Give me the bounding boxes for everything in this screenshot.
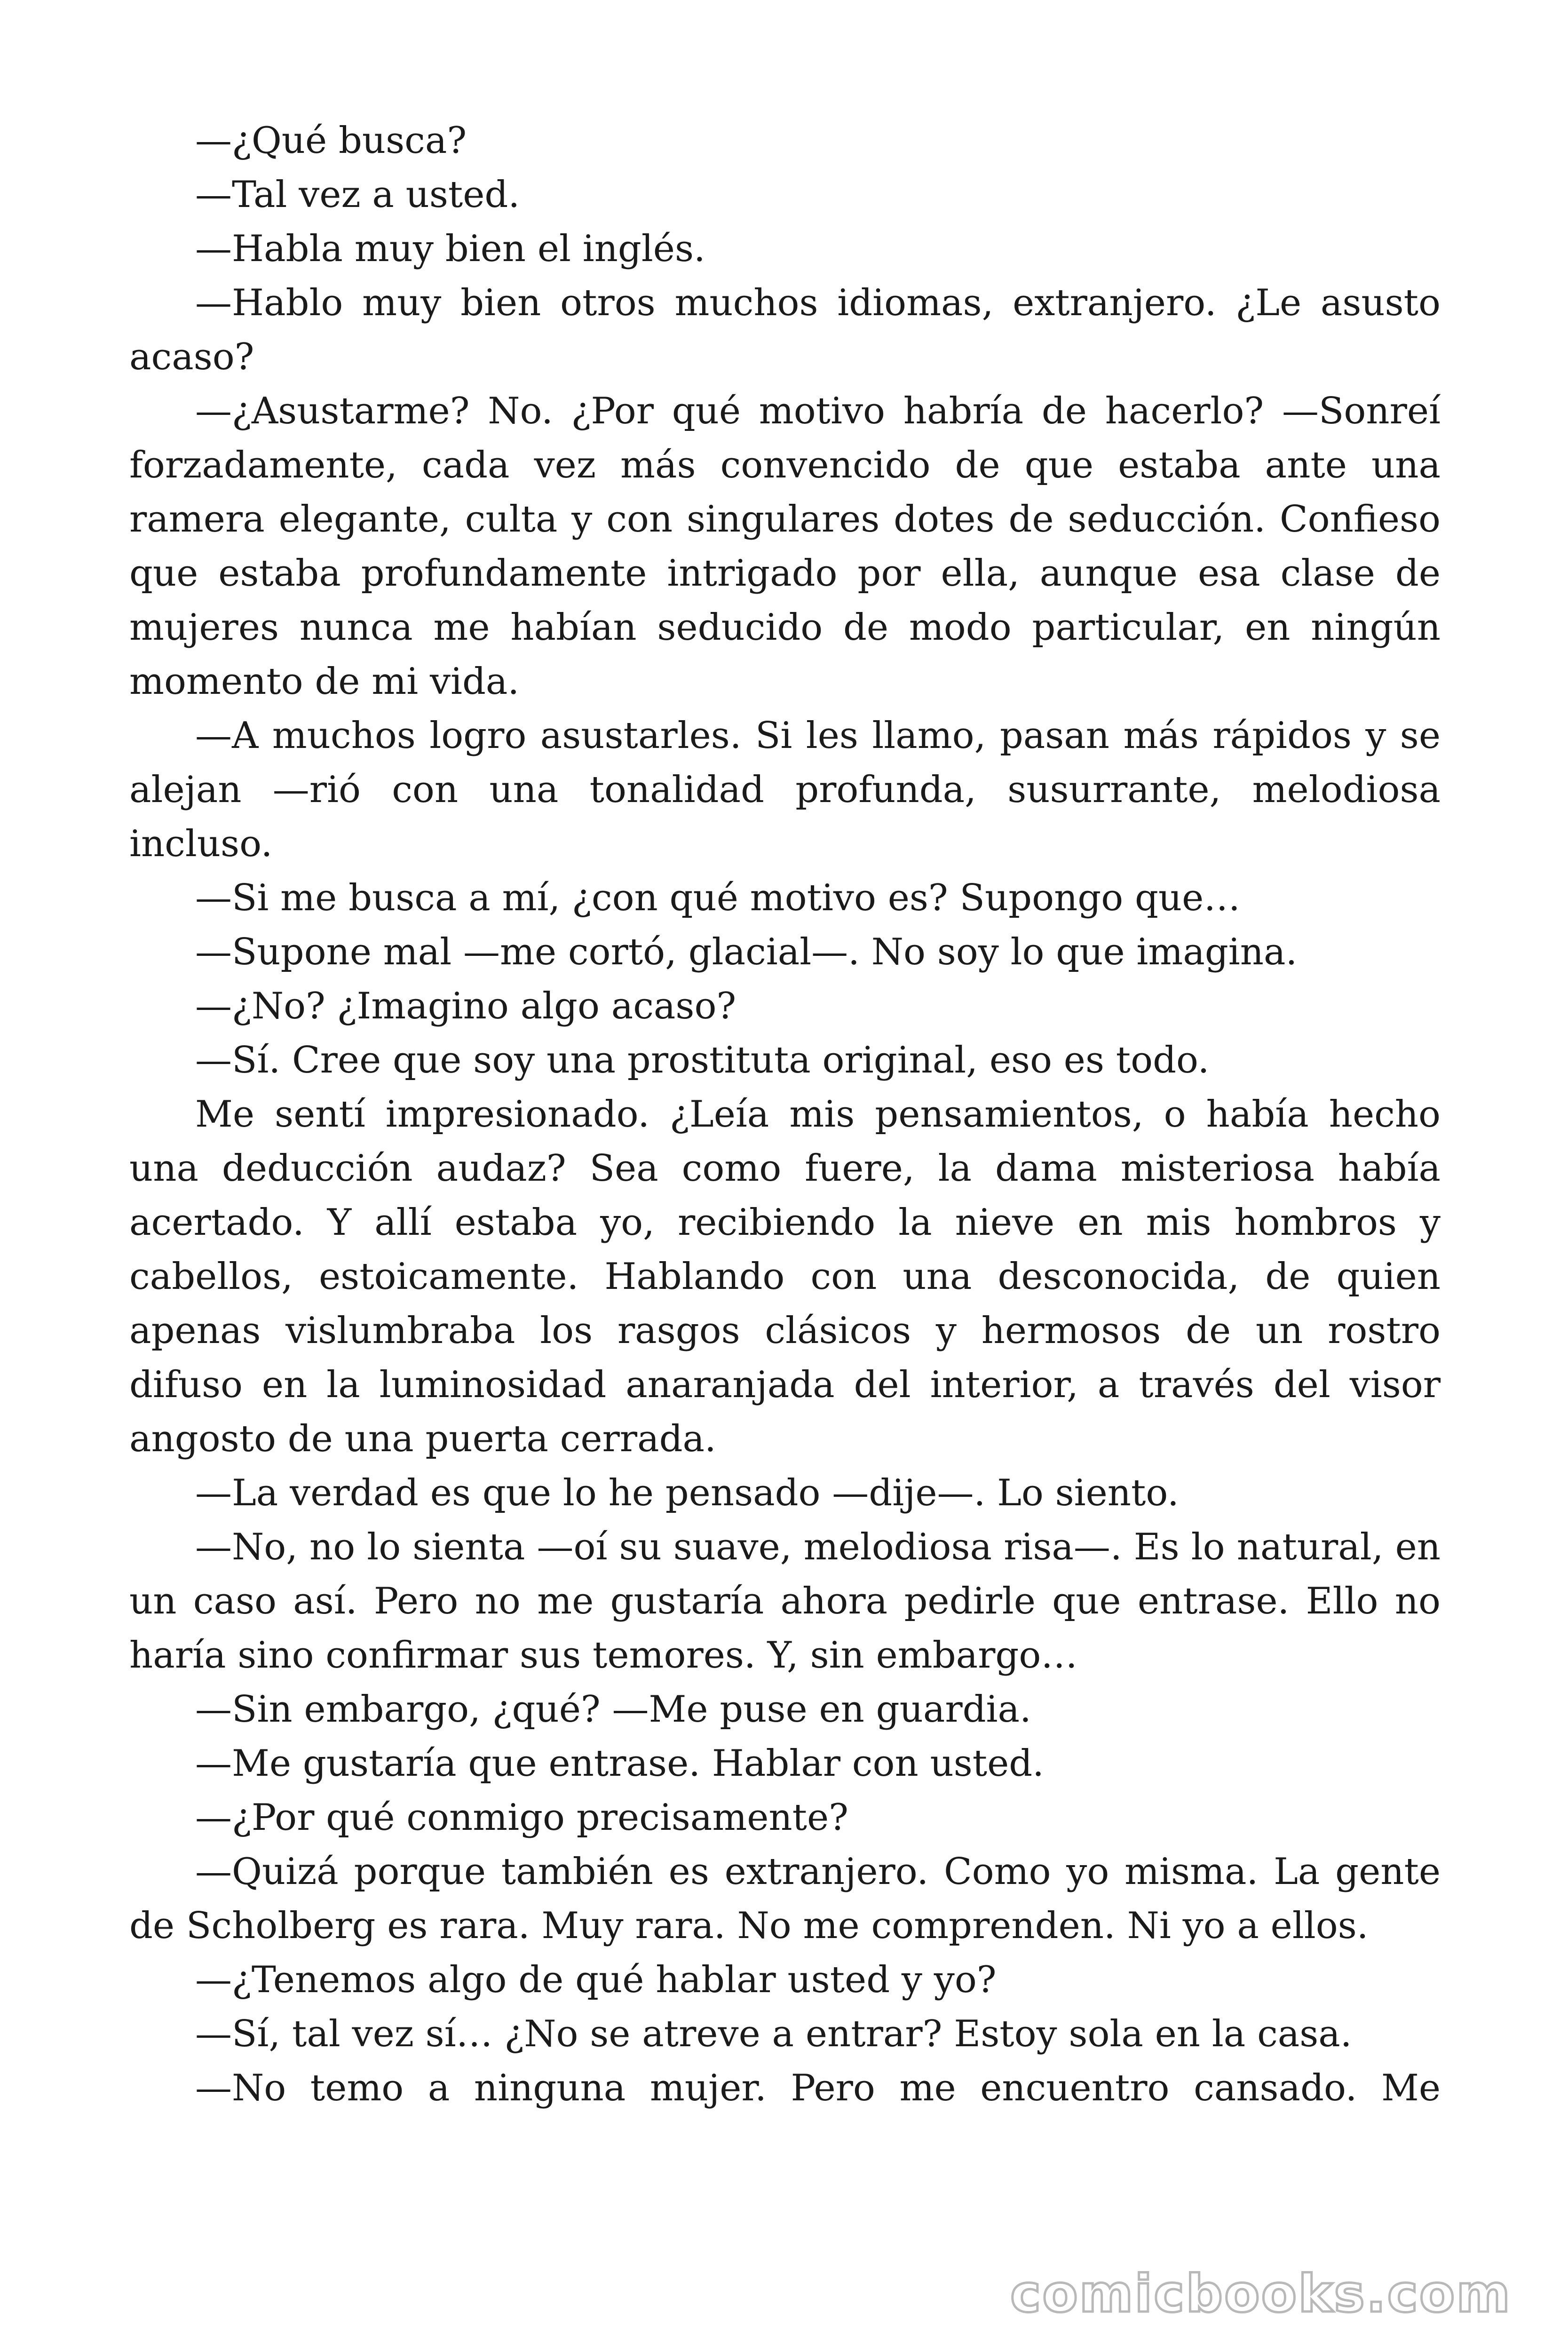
paragraph-5: —¿Asustarme? No. ¿Por qué motivo habría de hacerlo? —Sonreí forzadamente, cada vez más convencido de que estaba ante una ramera elegante, culta y con singulares dotes de seducción. Confieso que estaba profundamente intrigado por ella, aunque esa clase de mujeres nunca me habían seducido de modo particular, en ningún momento de mi vida. [129, 390, 1441, 703]
paragraph-1: —¿Qué busca? [195, 119, 467, 162]
book-page-text [129, 114, 1441, 2115]
watermark-logo: comicbooks.com [1010, 2264, 1512, 2324]
paragraph-11: Me sentí impresionado. ¿Leía mis pensamientos, o había hecho una deducción audaz? Sea como fuere, la dama misteriosa había acertado. Y allí estaba yo, recibiendo la nieve en mis hombros y cabellos, estoicamente. Hablando con una desconocida, de quien apenas vislumbraba los rasgos clásicos y hermosos de un rostro difuso en la luminosidad anaranjada del interior, a través del visor angosto de una puerta cerrada. [129, 1093, 1441, 1460]
paragraph-13: —No, no lo sienta —oí su suave, melodiosa risa—. Es lo natural, en un caso así. Pero no me gustaría ahora pedirle que entrase. Ello no haría sino confirmar sus temores. Y, sin embargo… [129, 1526, 1441, 1677]
paragraph-10: —Sí. Cree que soy una prostituta original, eso es todo. [195, 1039, 1210, 1081]
paragraph-15: —Me gustaría que entrase. Hablar con usted. [195, 1742, 1044, 1785]
paragraph-3: —Habla muy bien el inglés. [195, 228, 705, 270]
paragraph-9: —¿No? ¿Imagino algo acaso? [195, 985, 736, 1027]
paragraph-18: —¿Tenemos algo de qué hablar usted y yo? [195, 1959, 997, 2001]
paragraph-12: —La verdad es que lo he pensado —dije—. Lo siento. [195, 1472, 1179, 1514]
paragraph-6: —A muchos logro asustarles. Si les llamo, pasan más rápidos y se alejan —rió con una tonalidad profunda, susurrante, melodiosa incluso. [129, 715, 1441, 865]
paragraph-4: —Hablo muy bien otros muchos idiomas, extranjero. ¿Le asusto acaso? [129, 282, 1441, 378]
paragraph-14: —Sin embargo, ¿qué? —Me puse en guardia. [195, 1688, 1031, 1731]
paragraph-17: —Quizá porque también es extranjero. Como yo misma. La gente de Scholberg es rara. Muy rara. No me comprenden. Ni yo a ellos. [129, 1851, 1441, 1947]
paragraph-2: —Tal vez a usted. [195, 174, 520, 216]
paragraph-16: —¿Por qué conmigo precisamente? [195, 1796, 848, 1839]
paragraph-7: —Si me busca a mí, ¿con qué motivo es? Supongo que… [195, 877, 1241, 919]
paragraph-19: —Sí, tal vez sí… ¿No se atreve a entrar? Estoy sola en la casa. [195, 2013, 1352, 2055]
paragraph-20: —No temo a ninguna mujer. Pero me encuentro cansado. Me [195, 2067, 1441, 2109]
paragraph-8: —Supone mal —me cortó, glacial—. No soy lo que imagina. [195, 931, 1298, 973]
